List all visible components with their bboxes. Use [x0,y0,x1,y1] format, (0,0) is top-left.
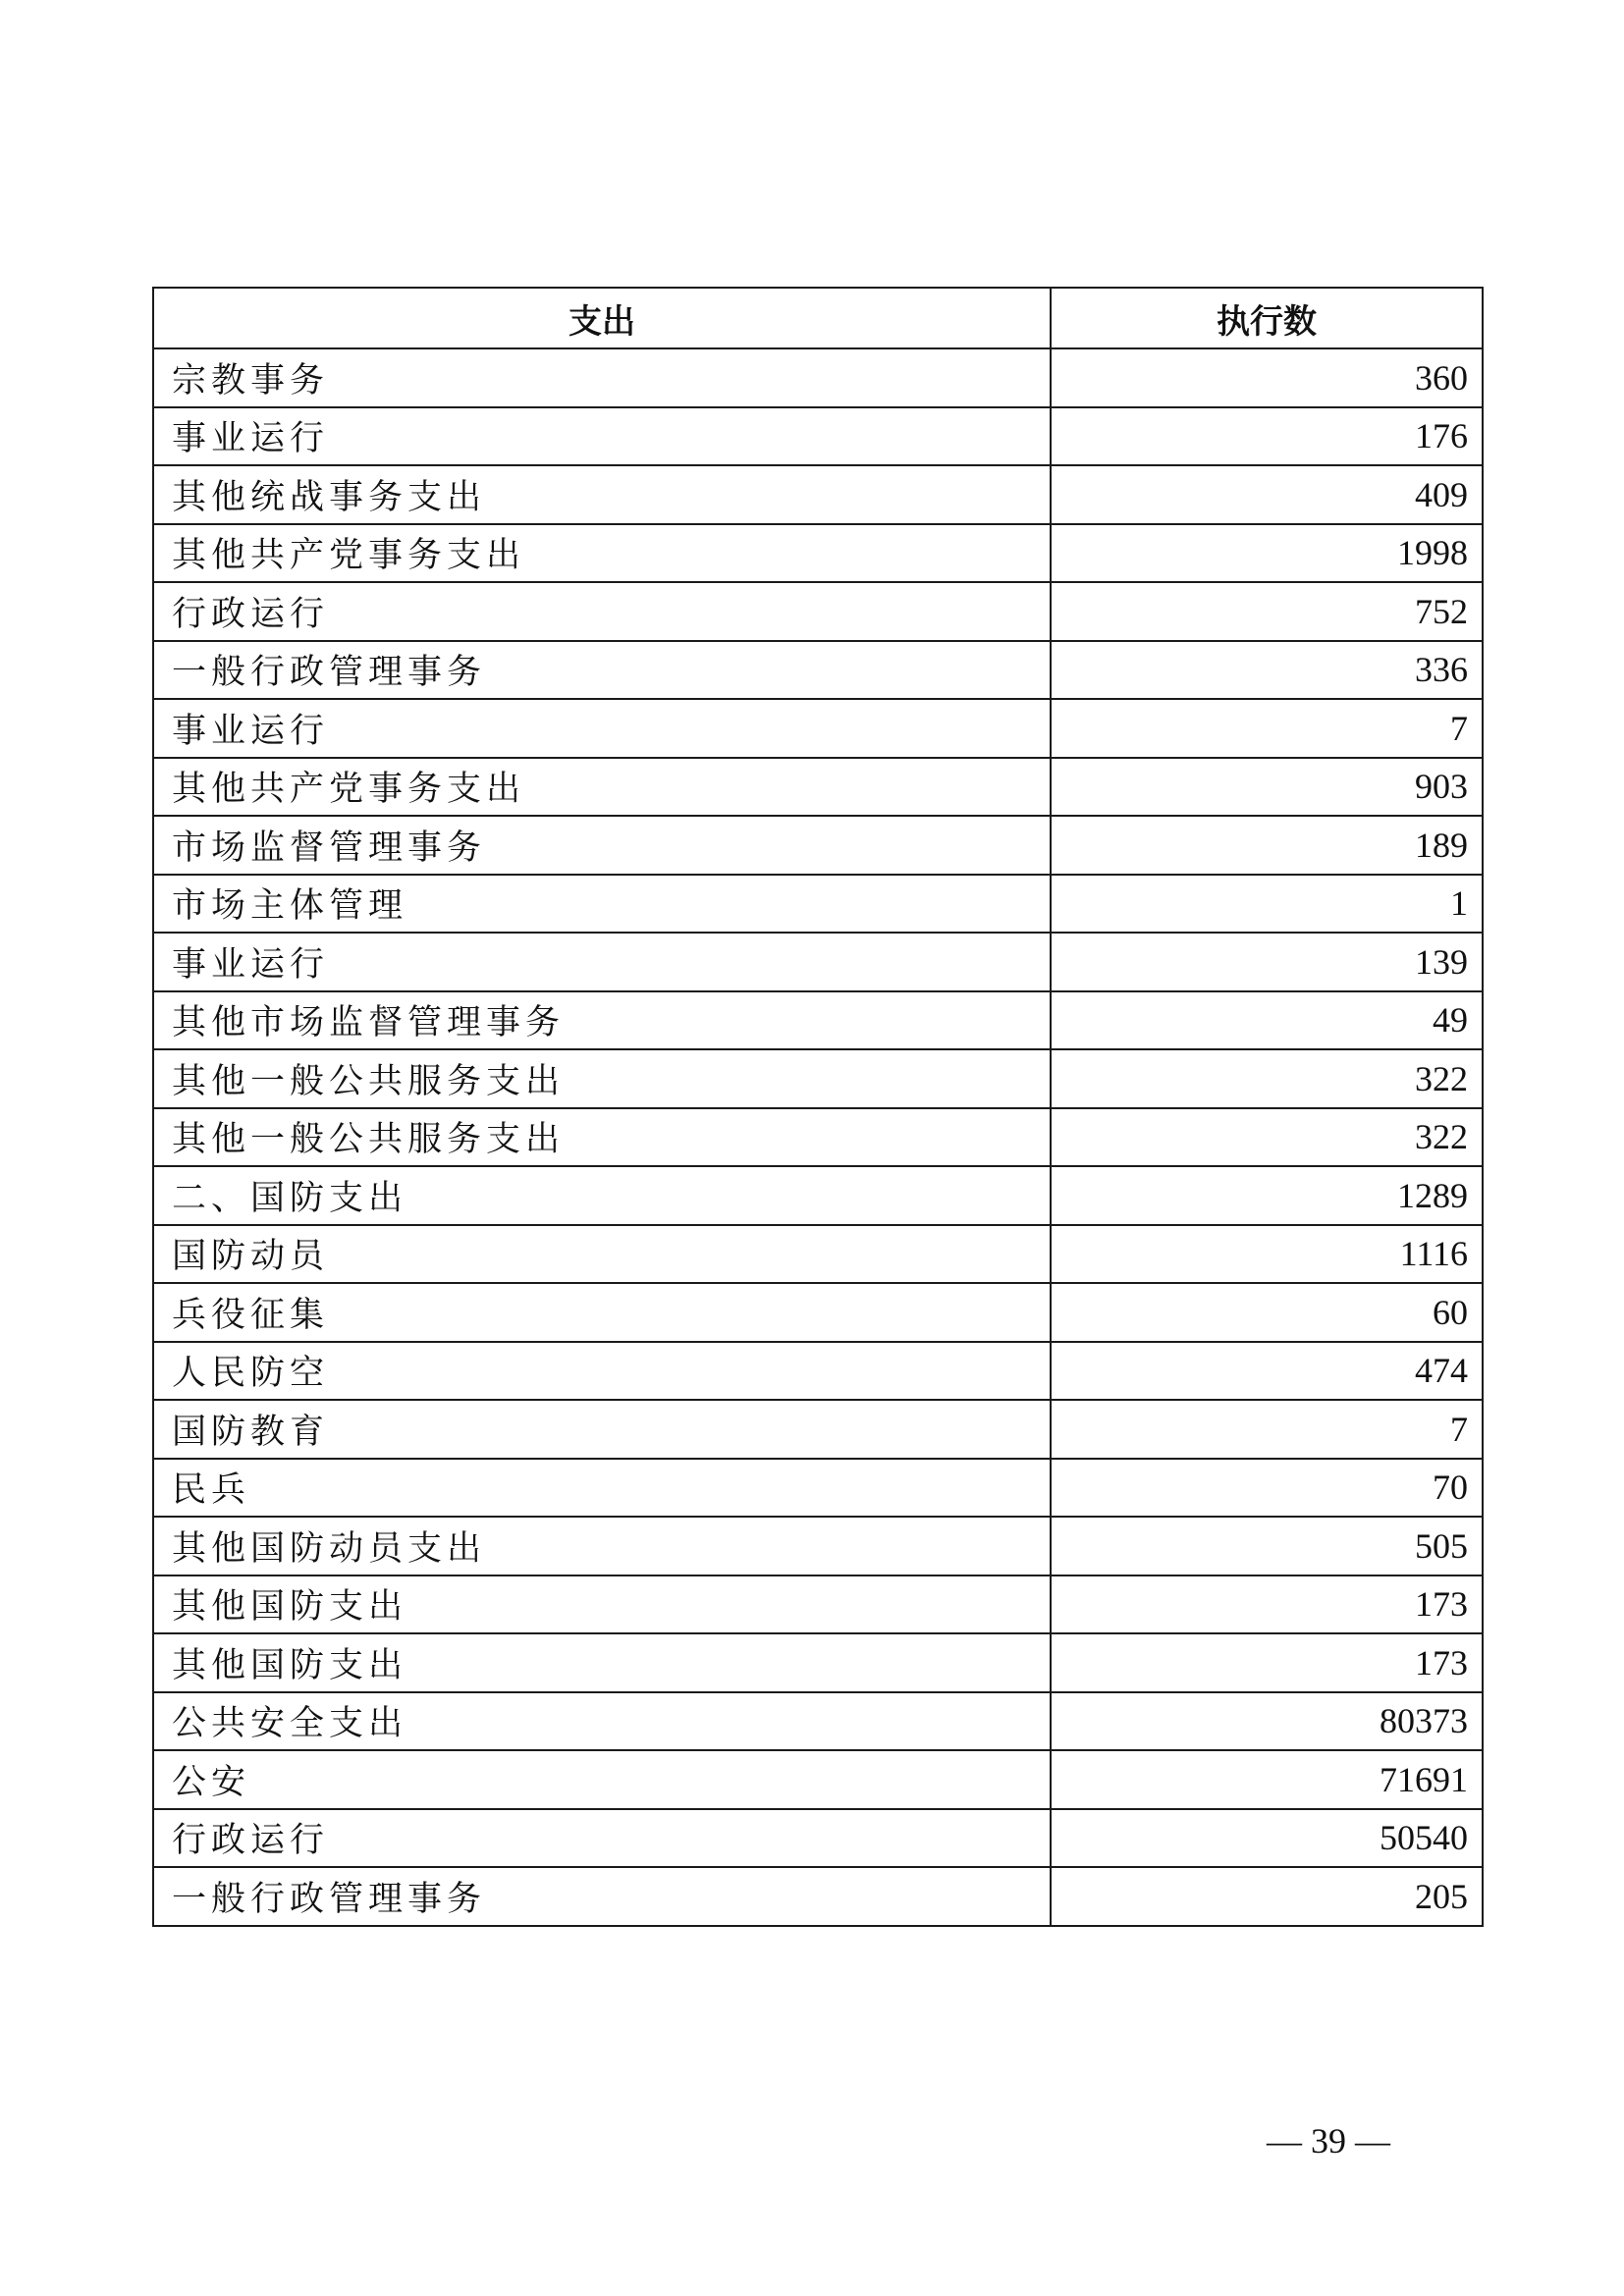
expenditure-table [152,287,1484,1927]
expenditure-item-name: 其他共产党事务支出 [153,524,1051,583]
expenditure-item-value: 752 [1051,582,1483,641]
table-row [153,641,1483,700]
expenditure-item-value: 173 [1051,1575,1483,1634]
page-number: — 39 — [1267,2121,1390,2161]
table-row [153,1692,1483,1751]
expenditure-item-name: 兵役征集 [153,1283,1051,1342]
expenditure-item-value: 903 [1051,758,1483,817]
expenditure-item-value: 50540 [1051,1809,1483,1868]
expenditure-item-value: 60 [1051,1283,1483,1342]
table-row [153,1342,1483,1401]
table-row [153,1750,1483,1809]
expenditure-item-value: 173 [1051,1633,1483,1692]
table-row [153,1575,1483,1634]
table-row [153,758,1483,817]
table-row [153,1283,1483,1342]
header-expenditure: 支出 [153,288,1051,348]
table-header-row [153,288,1483,348]
expenditure-item-name: 其他统战事务支出 [153,465,1051,524]
table-row [153,348,1483,407]
table-row [153,582,1483,641]
expenditure-item-name: 一般行政管理事务 [153,1867,1051,1926]
table-row [153,1225,1483,1284]
table-row [153,1809,1483,1868]
expenditure-item-value: 49 [1051,991,1483,1050]
expenditure-item-name: 事业运行 [153,933,1051,991]
expenditure-item-value: 322 [1051,1049,1483,1108]
expenditure-item-value: 474 [1051,1342,1483,1401]
expenditure-item-name: 其他国防动员支出 [153,1517,1051,1575]
table-row [153,991,1483,1050]
expenditure-item-value: 1 [1051,875,1483,934]
expenditure-item-value: 360 [1051,348,1483,407]
expenditure-item-name: 其他国防支出 [153,1575,1051,1634]
expenditure-item-name: 公共安全支出 [153,1692,1051,1751]
table-row [153,1867,1483,1926]
expenditure-item-value: 1116 [1051,1225,1483,1284]
expenditure-item-name: 事业运行 [153,407,1051,466]
expenditure-item-name: 行政运行 [153,582,1051,641]
expenditure-item-name: 其他一般公共服务支出 [153,1108,1051,1167]
expenditure-item-value: 409 [1051,465,1483,524]
table-row [153,1049,1483,1108]
expenditure-item-value: 139 [1051,933,1483,991]
expenditure-item-value: 7 [1051,699,1483,758]
expenditure-item-name: 公安 [153,1750,1051,1809]
expenditure-item-value: 70 [1051,1459,1483,1518]
expenditure-item-value: 80373 [1051,1692,1483,1751]
table-row [153,699,1483,758]
table-row [153,1517,1483,1575]
expenditure-item-name: 国防教育 [153,1400,1051,1459]
expenditure-item-name: 其他一般公共服务支出 [153,1049,1051,1108]
table-row [153,1400,1483,1459]
expenditure-item-value: 189 [1051,816,1483,875]
table-row [153,1108,1483,1167]
expenditure-item-name: 二、国防支出 [153,1166,1051,1225]
table-row [153,1166,1483,1225]
expenditure-item-name: 事业运行 [153,699,1051,758]
expenditure-item-name: 其他共产党事务支出 [153,758,1051,817]
table-body [153,348,1483,1926]
expenditure-item-value: 336 [1051,641,1483,700]
expenditure-item-value: 205 [1051,1867,1483,1926]
table-row [153,465,1483,524]
expenditure-item-value: 322 [1051,1108,1483,1167]
expenditure-item-name: 其他市场监督管理事务 [153,991,1051,1050]
header-executed-amount: 执行数 [1051,288,1483,348]
table-row [153,1459,1483,1518]
expenditure-item-value: 71691 [1051,1750,1483,1809]
expenditure-item-name: 市场监督管理事务 [153,816,1051,875]
table-row [153,933,1483,991]
expenditure-item-name: 行政运行 [153,1809,1051,1868]
expenditure-item-name: 市场主体管理 [153,875,1051,934]
expenditure-item-value: 1289 [1051,1166,1483,1225]
table-row [153,524,1483,583]
expenditure-item-value: 7 [1051,1400,1483,1459]
table-row [153,1633,1483,1692]
expenditure-item-name: 一般行政管理事务 [153,641,1051,700]
expenditure-item-value: 176 [1051,407,1483,466]
expenditure-item-name: 人民防空 [153,1342,1051,1401]
table-row [153,816,1483,875]
expenditure-item-name: 宗教事务 [153,348,1051,407]
expenditure-item-value: 505 [1051,1517,1483,1575]
expenditure-item-name: 国防动员 [153,1225,1051,1284]
table-row [153,875,1483,934]
expenditure-item-value: 1998 [1051,524,1483,583]
expenditure-item-name: 民兵 [153,1459,1051,1518]
table-row [153,407,1483,466]
expenditure-item-name: 其他国防支出 [153,1633,1051,1692]
